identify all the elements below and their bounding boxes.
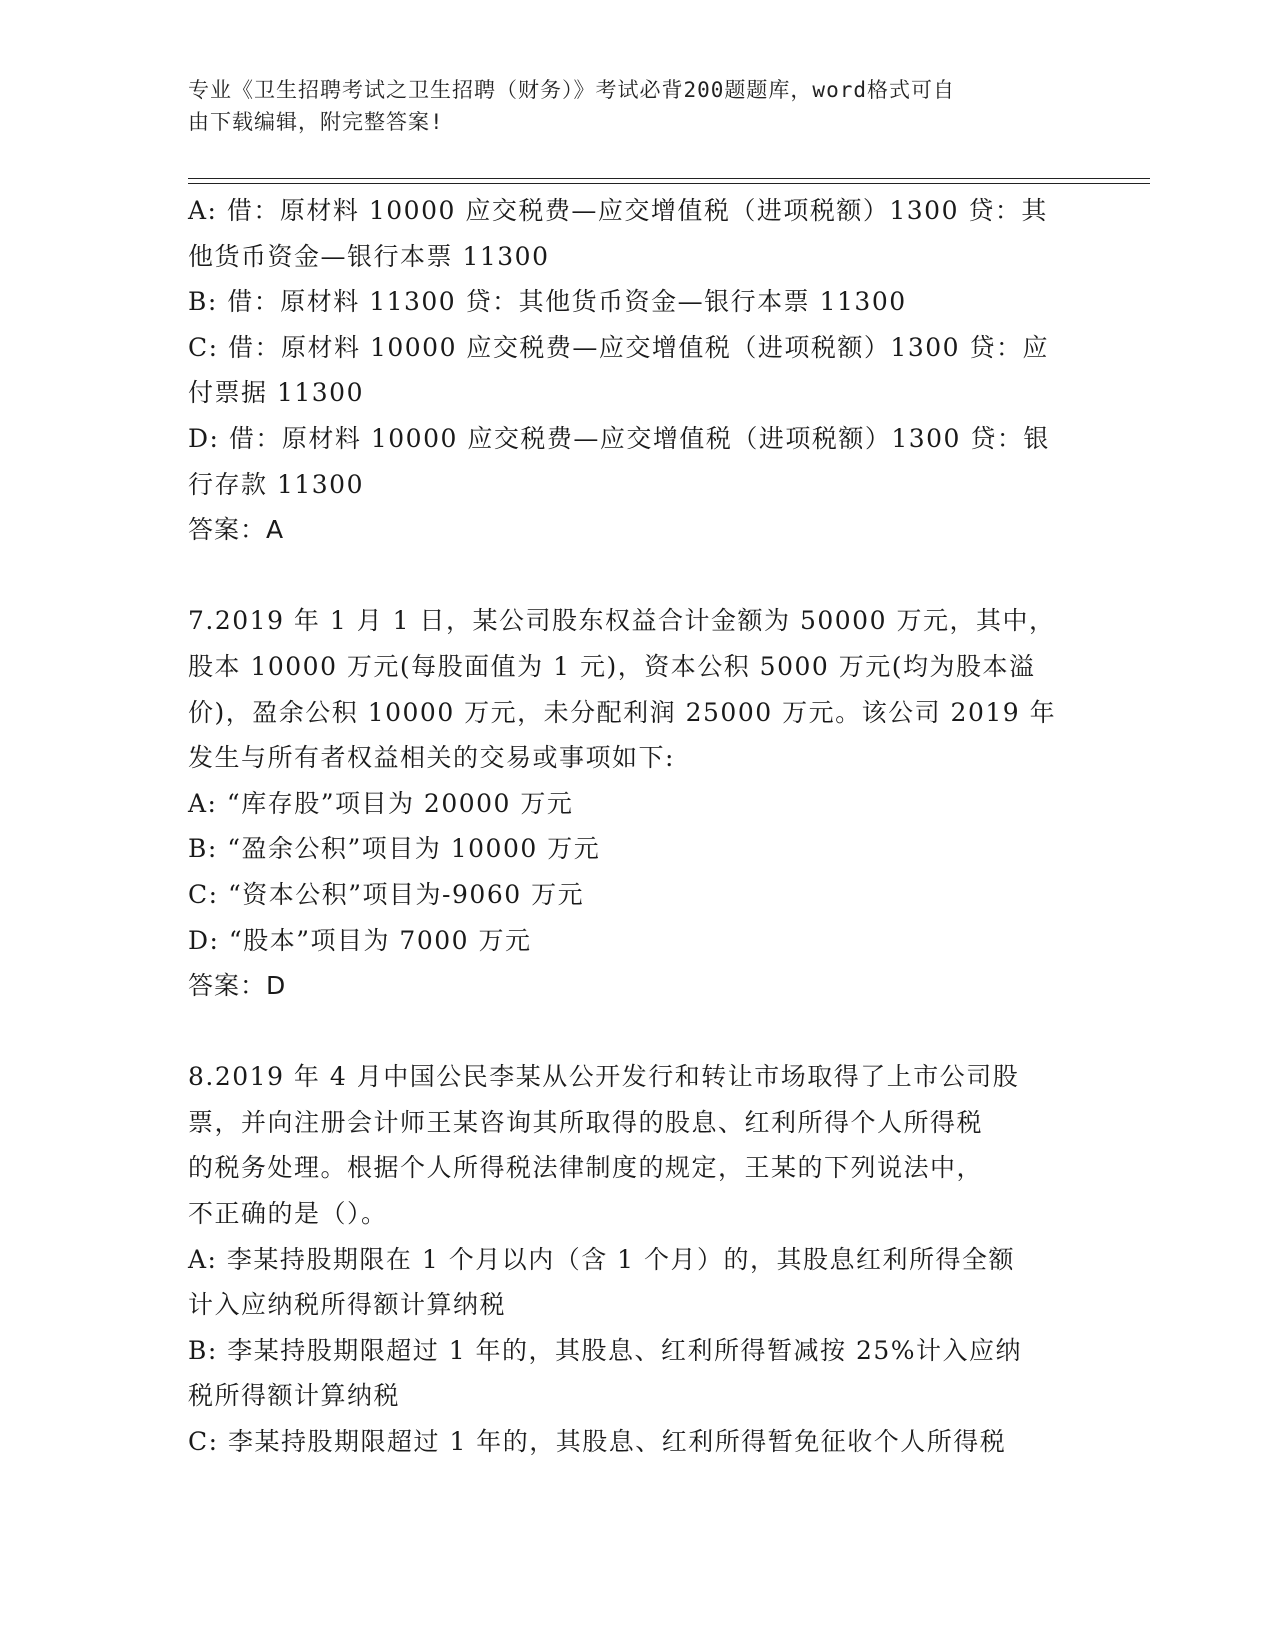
q8-stem-line-3: 的税务处理。根据个人所得税法律制度的规定，王某的下列说法中， (188, 1153, 984, 1183)
q6-option-c-line-2: 付票据 11300 (188, 378, 364, 408)
q7-option-a: A: “库存股”项目为 20000 万元 (188, 788, 574, 818)
q6-option-d-line-1: D: 借：原材料 10000 应交税费—应交增值税（进项税额）1300 贷：银 (188, 423, 1050, 453)
q7-stem-line-1: 7.2019 年 1 月 1 日，某公司股东权益合计金额为 50000 万元，其中， (188, 606, 1056, 636)
q8-option-b-line-1: B: 李某持股期限超过 1 年的，其股息、红利所得暂减按 25%计入应纳 (188, 1335, 1023, 1365)
header-line-2: 由下载编辑，附完整答案! (188, 110, 444, 134)
q6-option-d-line-2: 行存款 11300 (188, 469, 364, 499)
q8-stem-line-2: 票，并向注册会计师王某咨询其所取得的股息、红利所得个人所得税 (188, 1107, 984, 1137)
document-body (188, 188, 1088, 1465)
document-header (188, 74, 1068, 138)
header-divider-top (188, 178, 1150, 179)
q7-answer: 答案：D (188, 971, 287, 1001)
spacer (188, 1009, 1088, 1055)
header-line-1: 专业《卫生招聘考试之卫生招聘（财务）》考试必背200题题库，word格式可自 (188, 78, 955, 102)
q6-option-b-line-1: B: 借：原材料 11300 贷：其他货币资金—银行本票 11300 (188, 287, 907, 317)
q6-option-c-line-1: C: 借：原材料 10000 应交税费—应交增值税（进项税额）1300 贷：应 (188, 332, 1049, 362)
q8-stem-line-4: 不正确的是（）。 (188, 1199, 388, 1229)
q7-stem-line-3: 价)，盈余公积 10000 万元，未分配利润 25000 万元。该公司 2019 年 (188, 697, 1057, 727)
q7-option-b: B: “盈余公积”项目为 10000 万元 (188, 834, 601, 864)
q8-option-c-line-1: C: 李某持股期限超过 1 年的，其股息、红利所得暂免征收个人所得税 (188, 1427, 1007, 1457)
q6-option-a-line-2: 他货币资金—银行本票 11300 (188, 241, 550, 271)
question-8 (188, 1054, 1088, 1464)
spacer (188, 553, 1088, 599)
q7-stem-line-4: 发生与所有者权益相关的交易或事项如下: (188, 743, 675, 773)
question-6 (188, 188, 1088, 553)
q7-stem-line-2: 股本 10000 万元(每股面值为 1 元)，资本公积 5000 万元(均为股本溢 (188, 651, 1036, 681)
q7-option-d: D: “股本”项目为 7000 万元 (188, 925, 532, 955)
q6-answer: 答案：A (188, 515, 285, 545)
q8-option-a-line-1: A: 李某持股期限在 1 个月以内（含 1 个月）的，其股息红利所得全额 (188, 1244, 1016, 1274)
header-divider-bottom (188, 183, 1150, 184)
q6-option-a-line-1: A: 借：原材料 10000 应交税费—应交增值税（进项税额）1300 贷：其 (188, 196, 1048, 225)
q7-option-c: C: “资本公积”项目为-9060 万元 (188, 879, 585, 909)
q8-option-b-line-2: 税所得额计算纳税 (188, 1381, 401, 1411)
q8-option-a-line-2: 计入应纳税所得额计算纳税 (188, 1290, 507, 1320)
q8-stem-line-1: 8.2019 年 4 月中国公民李某从公开发行和转让市场取得了上市公司股 (188, 1062, 1020, 1092)
question-7 (188, 598, 1088, 1008)
